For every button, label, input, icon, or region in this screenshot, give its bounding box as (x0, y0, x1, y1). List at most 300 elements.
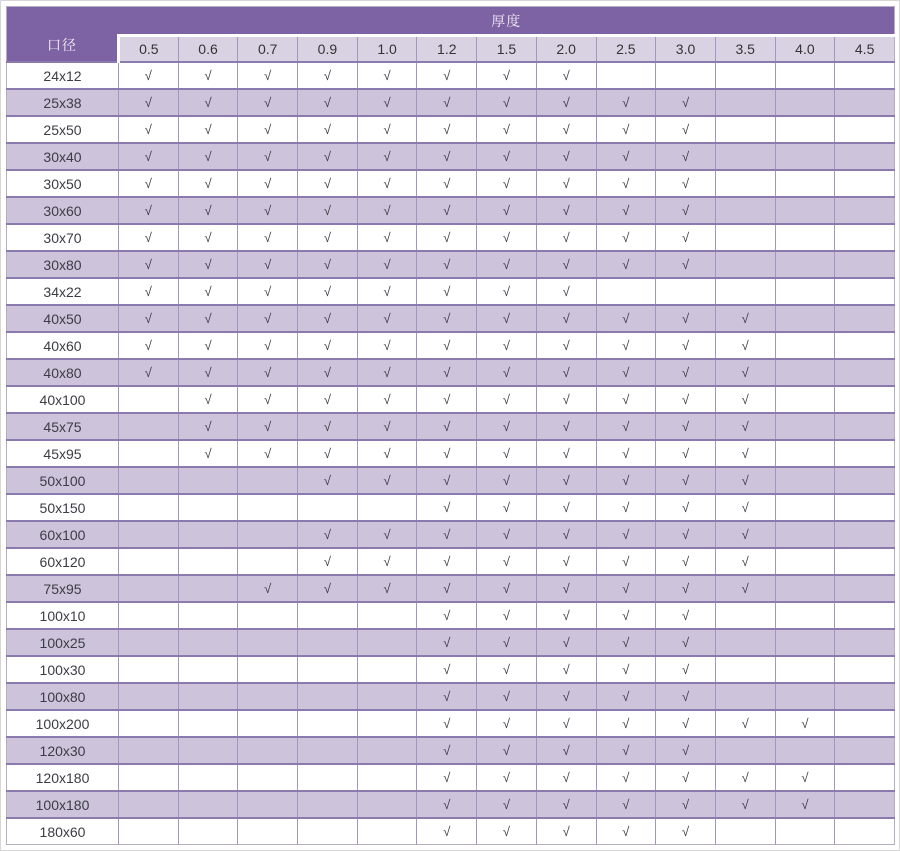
check-cell: √ (656, 791, 716, 818)
check-cell: √ (417, 656, 477, 683)
check-cell: √ (536, 521, 596, 548)
check-cell: √ (477, 575, 537, 602)
check-cell: √ (715, 548, 775, 575)
empty-cell (835, 764, 895, 791)
check-cell: √ (596, 791, 656, 818)
check-cell: √ (417, 62, 477, 89)
empty-cell (835, 359, 895, 386)
check-cell: √ (178, 116, 238, 143)
check-cell: √ (536, 62, 596, 89)
check-cell: √ (596, 629, 656, 656)
check-cell: √ (596, 521, 656, 548)
caliber-cell: 100x25 (7, 629, 119, 656)
empty-cell (775, 575, 835, 602)
check-cell: √ (656, 710, 716, 737)
empty-cell (775, 737, 835, 764)
check-cell: √ (656, 548, 716, 575)
check-cell: √ (357, 521, 417, 548)
empty-cell (835, 683, 895, 710)
empty-cell (119, 737, 179, 764)
check-cell: √ (477, 656, 537, 683)
check-cell: √ (596, 575, 656, 602)
caliber-cell: 30x80 (7, 251, 119, 278)
empty-cell (835, 116, 895, 143)
check-cell: √ (536, 305, 596, 332)
check-cell: √ (536, 251, 596, 278)
table-row (7, 656, 895, 683)
check-cell: √ (536, 818, 596, 845)
check-cell: √ (238, 332, 298, 359)
empty-cell (357, 683, 417, 710)
check-cell: √ (298, 89, 358, 116)
empty-cell (298, 710, 358, 737)
check-cell: √ (238, 278, 298, 305)
empty-cell (357, 737, 417, 764)
check-cell: √ (536, 602, 596, 629)
empty-cell (715, 224, 775, 251)
empty-cell (715, 818, 775, 845)
check-cell: √ (536, 224, 596, 251)
empty-cell (238, 467, 298, 494)
check-cell: √ (477, 116, 537, 143)
caliber-cell: 120x180 (7, 764, 119, 791)
check-cell: √ (417, 629, 477, 656)
empty-cell (835, 143, 895, 170)
check-cell: √ (656, 116, 716, 143)
table-row (7, 764, 895, 791)
caliber-cell: 30x60 (7, 197, 119, 224)
empty-cell (238, 737, 298, 764)
caliber-header: 口径 (7, 7, 119, 63)
table-row (7, 521, 895, 548)
check-cell: √ (536, 197, 596, 224)
check-cell: √ (536, 764, 596, 791)
empty-cell (298, 656, 358, 683)
thickness-col-1.2: 1.2 (417, 36, 477, 63)
check-cell: √ (656, 332, 716, 359)
check-cell: √ (596, 89, 656, 116)
empty-cell (835, 251, 895, 278)
empty-cell (715, 278, 775, 305)
check-cell: √ (417, 818, 477, 845)
empty-cell (835, 89, 895, 116)
empty-cell (835, 656, 895, 683)
check-cell: √ (477, 791, 537, 818)
check-cell: √ (298, 62, 358, 89)
table-container (1, 1, 899, 845)
empty-cell (298, 737, 358, 764)
empty-cell (119, 791, 179, 818)
check-cell: √ (417, 791, 477, 818)
table-row (7, 818, 895, 845)
empty-cell (357, 710, 417, 737)
empty-cell (835, 224, 895, 251)
check-cell: √ (178, 197, 238, 224)
check-cell: √ (417, 197, 477, 224)
empty-cell (775, 494, 835, 521)
check-cell: √ (656, 467, 716, 494)
empty-cell (298, 791, 358, 818)
empty-cell (775, 62, 835, 89)
check-cell: √ (298, 224, 358, 251)
caliber-cell: 100x80 (7, 683, 119, 710)
empty-cell (119, 602, 179, 629)
check-cell: √ (715, 791, 775, 818)
empty-cell (119, 440, 179, 467)
check-cell: √ (178, 278, 238, 305)
check-cell: √ (715, 575, 775, 602)
table-row (7, 143, 895, 170)
table-row (7, 332, 895, 359)
empty-cell (835, 737, 895, 764)
check-cell: √ (596, 170, 656, 197)
empty-cell (835, 791, 895, 818)
check-cell: √ (298, 170, 358, 197)
empty-cell (178, 467, 238, 494)
check-cell: √ (536, 683, 596, 710)
check-cell: √ (178, 89, 238, 116)
thickness-col-0.9: 0.9 (298, 36, 358, 63)
check-cell: √ (596, 602, 656, 629)
check-cell: √ (417, 494, 477, 521)
empty-cell (715, 62, 775, 89)
check-cell: √ (656, 683, 716, 710)
empty-cell (298, 602, 358, 629)
check-cell: √ (417, 602, 477, 629)
empty-cell (835, 548, 895, 575)
header-row-columns (7, 36, 895, 63)
empty-cell (357, 494, 417, 521)
empty-cell (119, 467, 179, 494)
check-cell: √ (477, 413, 537, 440)
check-cell: √ (357, 170, 417, 197)
check-cell: √ (536, 143, 596, 170)
check-cell: √ (536, 791, 596, 818)
check-cell: √ (178, 62, 238, 89)
check-cell: √ (477, 683, 537, 710)
check-cell: √ (715, 305, 775, 332)
check-cell: √ (357, 224, 417, 251)
check-cell: √ (715, 494, 775, 521)
check-cell: √ (119, 278, 179, 305)
empty-cell (298, 629, 358, 656)
check-cell: √ (775, 791, 835, 818)
check-cell: √ (536, 116, 596, 143)
empty-cell (835, 62, 895, 89)
check-cell: √ (596, 359, 656, 386)
check-cell: √ (477, 548, 537, 575)
empty-cell (775, 224, 835, 251)
empty-cell (178, 818, 238, 845)
check-cell: √ (298, 548, 358, 575)
caliber-cell: 180x60 (7, 818, 119, 845)
check-cell: √ (178, 170, 238, 197)
empty-cell (596, 278, 656, 305)
check-cell: √ (357, 251, 417, 278)
empty-cell (119, 494, 179, 521)
check-cell: √ (298, 467, 358, 494)
check-cell: √ (298, 440, 358, 467)
table-row (7, 737, 895, 764)
thickness-col-2.5: 2.5 (596, 36, 656, 63)
caliber-cell: 40x80 (7, 359, 119, 386)
empty-cell (298, 818, 358, 845)
check-cell: √ (119, 359, 179, 386)
check-cell: √ (238, 251, 298, 278)
table-row (7, 224, 895, 251)
check-cell: √ (238, 143, 298, 170)
check-cell: √ (656, 575, 716, 602)
table-row (7, 89, 895, 116)
caliber-cell: 25x50 (7, 116, 119, 143)
empty-cell (119, 386, 179, 413)
empty-cell (715, 737, 775, 764)
check-cell: √ (298, 359, 358, 386)
check-cell: √ (298, 413, 358, 440)
check-cell: √ (119, 305, 179, 332)
check-cell: √ (477, 494, 537, 521)
check-cell: √ (477, 818, 537, 845)
check-cell: √ (417, 683, 477, 710)
check-cell: √ (536, 89, 596, 116)
empty-cell (178, 764, 238, 791)
empty-cell (835, 710, 895, 737)
check-cell: √ (417, 251, 477, 278)
check-cell: √ (596, 764, 656, 791)
check-cell: √ (477, 521, 537, 548)
check-cell: √ (536, 710, 596, 737)
empty-cell (238, 791, 298, 818)
empty-cell (835, 305, 895, 332)
check-cell: √ (656, 224, 716, 251)
table-row (7, 791, 895, 818)
empty-cell (238, 683, 298, 710)
check-cell: √ (596, 737, 656, 764)
empty-cell (835, 278, 895, 305)
check-cell: √ (596, 197, 656, 224)
caliber-cell: 50x100 (7, 467, 119, 494)
empty-cell (238, 710, 298, 737)
check-cell: √ (715, 440, 775, 467)
empty-cell (715, 602, 775, 629)
table-row (7, 413, 895, 440)
header-row-thickness (7, 7, 895, 36)
check-cell: √ (357, 440, 417, 467)
empty-cell (298, 683, 358, 710)
check-cell: √ (596, 440, 656, 467)
caliber-cell: 100x200 (7, 710, 119, 737)
empty-cell (357, 791, 417, 818)
empty-cell (596, 62, 656, 89)
empty-cell (775, 143, 835, 170)
check-cell: √ (596, 710, 656, 737)
check-cell: √ (536, 440, 596, 467)
caliber-cell: 30x40 (7, 143, 119, 170)
check-cell: √ (119, 143, 179, 170)
caliber-cell: 120x30 (7, 737, 119, 764)
check-cell: √ (119, 170, 179, 197)
check-cell: √ (596, 548, 656, 575)
check-cell: √ (477, 224, 537, 251)
check-cell: √ (417, 170, 477, 197)
empty-cell (178, 737, 238, 764)
check-cell: √ (596, 224, 656, 251)
check-cell: √ (238, 413, 298, 440)
check-cell: √ (656, 764, 716, 791)
empty-cell (298, 494, 358, 521)
check-cell: √ (656, 359, 716, 386)
check-cell: √ (178, 332, 238, 359)
check-cell: √ (119, 197, 179, 224)
check-cell: √ (357, 413, 417, 440)
thickness-col-4.0: 4.0 (775, 36, 835, 63)
caliber-cell: 100x10 (7, 602, 119, 629)
empty-cell (835, 170, 895, 197)
empty-cell (119, 548, 179, 575)
table-row (7, 710, 895, 737)
check-cell: √ (357, 116, 417, 143)
check-cell: √ (656, 818, 716, 845)
table-row (7, 251, 895, 278)
check-cell: √ (596, 656, 656, 683)
check-cell: √ (477, 467, 537, 494)
empty-cell (238, 818, 298, 845)
empty-cell (715, 170, 775, 197)
caliber-cell: 25x38 (7, 89, 119, 116)
empty-cell (178, 548, 238, 575)
caliber-cell: 75x95 (7, 575, 119, 602)
caliber-cell: 24x12 (7, 62, 119, 89)
empty-cell (775, 386, 835, 413)
check-cell: √ (536, 467, 596, 494)
empty-cell (835, 521, 895, 548)
check-cell: √ (656, 413, 716, 440)
check-cell: √ (357, 62, 417, 89)
check-cell: √ (596, 683, 656, 710)
check-cell: √ (536, 170, 596, 197)
empty-cell (298, 764, 358, 791)
caliber-cell: 45x95 (7, 440, 119, 467)
empty-cell (775, 629, 835, 656)
check-cell: √ (357, 305, 417, 332)
table-row (7, 170, 895, 197)
empty-cell (775, 413, 835, 440)
check-cell: √ (238, 224, 298, 251)
check-cell: √ (357, 359, 417, 386)
check-cell: √ (536, 278, 596, 305)
empty-cell (775, 332, 835, 359)
empty-cell (715, 656, 775, 683)
empty-cell (775, 116, 835, 143)
check-cell: √ (417, 305, 477, 332)
check-cell: √ (417, 764, 477, 791)
empty-cell (835, 818, 895, 845)
check-cell: √ (238, 62, 298, 89)
empty-cell (656, 62, 716, 89)
caliber-cell: 60x100 (7, 521, 119, 548)
empty-cell (775, 278, 835, 305)
check-cell: √ (656, 251, 716, 278)
check-cell: √ (417, 440, 477, 467)
check-cell: √ (417, 548, 477, 575)
check-cell: √ (178, 359, 238, 386)
empty-cell (775, 602, 835, 629)
empty-cell (178, 710, 238, 737)
check-cell: √ (298, 521, 358, 548)
empty-cell (119, 521, 179, 548)
check-cell: √ (417, 737, 477, 764)
table-header (7, 7, 895, 63)
table-row (7, 305, 895, 332)
empty-cell (835, 494, 895, 521)
check-cell: √ (238, 305, 298, 332)
check-cell: √ (417, 521, 477, 548)
empty-cell (715, 197, 775, 224)
check-cell: √ (596, 386, 656, 413)
check-cell: √ (715, 467, 775, 494)
check-cell: √ (119, 332, 179, 359)
empty-cell (119, 683, 179, 710)
empty-cell (835, 629, 895, 656)
empty-cell (238, 602, 298, 629)
check-cell: √ (417, 332, 477, 359)
check-cell: √ (417, 710, 477, 737)
check-cell: √ (775, 710, 835, 737)
empty-cell (357, 764, 417, 791)
check-cell: √ (298, 143, 358, 170)
empty-cell (715, 143, 775, 170)
check-cell: √ (178, 143, 238, 170)
caliber-cell: 45x75 (7, 413, 119, 440)
check-cell: √ (596, 467, 656, 494)
check-cell: √ (238, 359, 298, 386)
check-cell: √ (298, 386, 358, 413)
check-cell: √ (536, 359, 596, 386)
empty-cell (715, 683, 775, 710)
check-cell: √ (417, 575, 477, 602)
check-cell: √ (357, 575, 417, 602)
check-cell: √ (656, 494, 716, 521)
check-cell: √ (357, 197, 417, 224)
check-cell: √ (178, 413, 238, 440)
empty-cell (119, 629, 179, 656)
check-cell: √ (417, 278, 477, 305)
check-cell: √ (596, 332, 656, 359)
empty-cell (835, 575, 895, 602)
thickness-col-2.0: 2.0 (536, 36, 596, 63)
check-cell: √ (477, 386, 537, 413)
caliber-cell: 30x70 (7, 224, 119, 251)
table-row (7, 629, 895, 656)
check-cell: √ (298, 575, 358, 602)
empty-cell (178, 602, 238, 629)
check-cell: √ (178, 440, 238, 467)
table-row (7, 548, 895, 575)
check-cell: √ (417, 224, 477, 251)
empty-cell (178, 521, 238, 548)
thickness-header: 厚度 (119, 7, 895, 36)
check-cell: √ (477, 62, 537, 89)
check-cell: √ (298, 305, 358, 332)
empty-cell (715, 116, 775, 143)
empty-cell (178, 575, 238, 602)
check-cell: √ (656, 602, 716, 629)
empty-cell (715, 251, 775, 278)
empty-cell (357, 629, 417, 656)
empty-cell (178, 656, 238, 683)
table-row (7, 683, 895, 710)
check-cell: √ (656, 737, 716, 764)
